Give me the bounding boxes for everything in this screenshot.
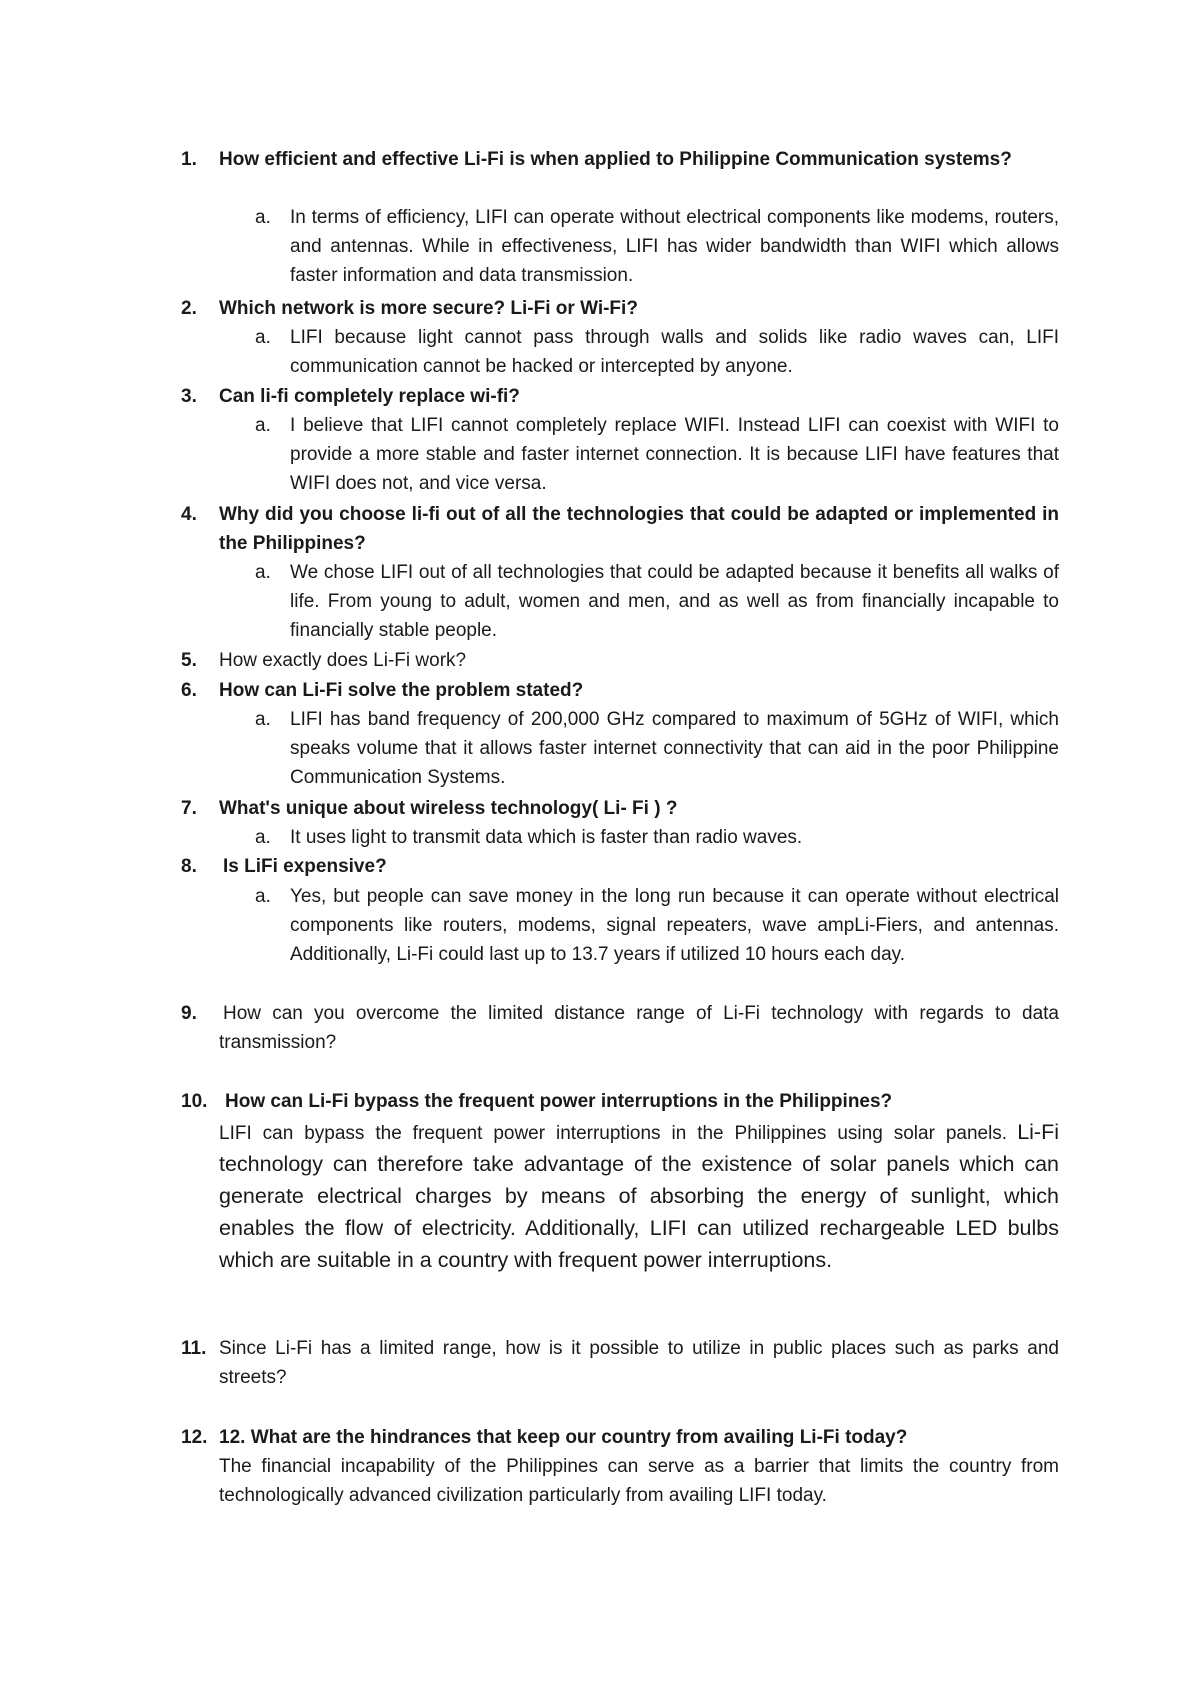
answer-text: LIFI has band frequency of 200,000 GHz compared to maximum of 5GHz of WIFI, which speaks volume that it allows faster internet connectivity that can aid in the poor Philippine Communication Systems. [290, 709, 1059, 788]
question-number: 11. [181, 1338, 207, 1359]
answer-text: In terms of efficiency, LIFI can operate without electrical components like modems, routers, and antennas. While in effectiveness, LIFI has wider bandwidth than WIFI which allows faster information and data transmission. [290, 207, 1059, 286]
answer-letter: a. [255, 827, 271, 848]
answer-letter: a. [255, 207, 271, 228]
question-number: 9. [181, 1003, 197, 1024]
question-text: Can li-fi completely replace wi-fi? [219, 386, 520, 407]
question-text: Is LiFi expensive? [223, 856, 387, 877]
question-number: 1. [181, 149, 197, 170]
answer-text: It uses light to transmit data which is faster than radio waves. [290, 827, 803, 848]
question-number: 6. [181, 680, 197, 701]
question-text: How efficient and effective Li-Fi is when applied to Philippine Communication systems? [219, 149, 1012, 170]
question-number: 3. [181, 386, 197, 407]
answer-letter: a. [255, 562, 271, 583]
question-text: Why did you choose li-fi out of all the technologies that could be adapted or implemented in the Philippines? [219, 504, 1059, 554]
answer-paragraph [219, 1452, 1059, 1510]
question-number: 7. [181, 798, 197, 819]
question-text: How can Li-Fi bypass the frequent power interruptions in the Philippines? [225, 1091, 893, 1112]
answer-paragraph [219, 1116, 1059, 1276]
question-text: Since Li-Fi has a limited range, how is it possible to utilize in public places such as parks and streets? [219, 1338, 1059, 1388]
question-text: How can you overcome the limited distance range of Li-Fi technology with regards to data transmission? [219, 1003, 1059, 1053]
answer-text-part1: LIFI can bypass the frequent power interruptions in the Philippines using solar panels. [219, 1123, 1008, 1144]
question-number: 4. [181, 504, 197, 525]
question-number: 12. [181, 1427, 208, 1448]
question-number: 5. [181, 650, 197, 671]
answer-text: LIFI because light cannot pass through walls and solids like radio waves can, LIFI communication cannot be hacked or intercepted by anyone. [290, 327, 1059, 377]
answer-letter: a. [255, 327, 271, 348]
answer-letter: a. [255, 709, 271, 730]
question-text: 12. What are the hindrances that keep our country from availing Li-Fi today? [219, 1427, 908, 1448]
answer-letter: a. [255, 886, 271, 907]
answer-text: The financial incapability of the Philippines can serve as a barrier that limits the country from technologically advanced civilization particularly from availing LIFI today. [219, 1456, 1059, 1506]
answer-text-part2: Li-Fi technology can therefore take advantage of the existence of solar panels which can generate electrical charges by means of absorbing the energy of sunlight, which enables the flow of electricity. Additionally, LIFI can utilized rechargeable LED bulbs which are suitable in a country with frequent power interruptions. [219, 1120, 1059, 1272]
question-number: 8. [181, 856, 197, 877]
question-number: 10. [181, 1091, 208, 1112]
question-number: 2. [181, 298, 197, 319]
answer-letter: a. [255, 415, 271, 436]
answer-text: I believe that LIFI cannot completely replace WIFI. Instead LIFI can coexist with WIFI to provide a more stable and faster internet connection. It is because LIFI have features that WIFI does not, and vice versa. [290, 415, 1059, 494]
answer-text: We chose LIFI out of all technologies that could be adapted because it benefits all walks of life. From young to adult, women and men, and as well as from financially incapable to financially stable people. [290, 562, 1059, 641]
question-text: What's unique about wireless technology( Li- Fi ) ? [219, 798, 678, 819]
question-text: How can Li-Fi solve the problem stated? [219, 680, 584, 701]
question-text: Which network is more secure? Li-Fi or Wi-Fi? [219, 298, 638, 319]
answer-text: Yes, but people can save money in the long run because it can operate without electrical components like routers, modems, signal repeaters, wave ampLi-Fiers, and antennas. Additionally, Li-Fi could last up to 13.7 years if utilized 10 hours each day. [290, 886, 1059, 965]
question-text: How exactly does Li-Fi work? [219, 650, 467, 671]
